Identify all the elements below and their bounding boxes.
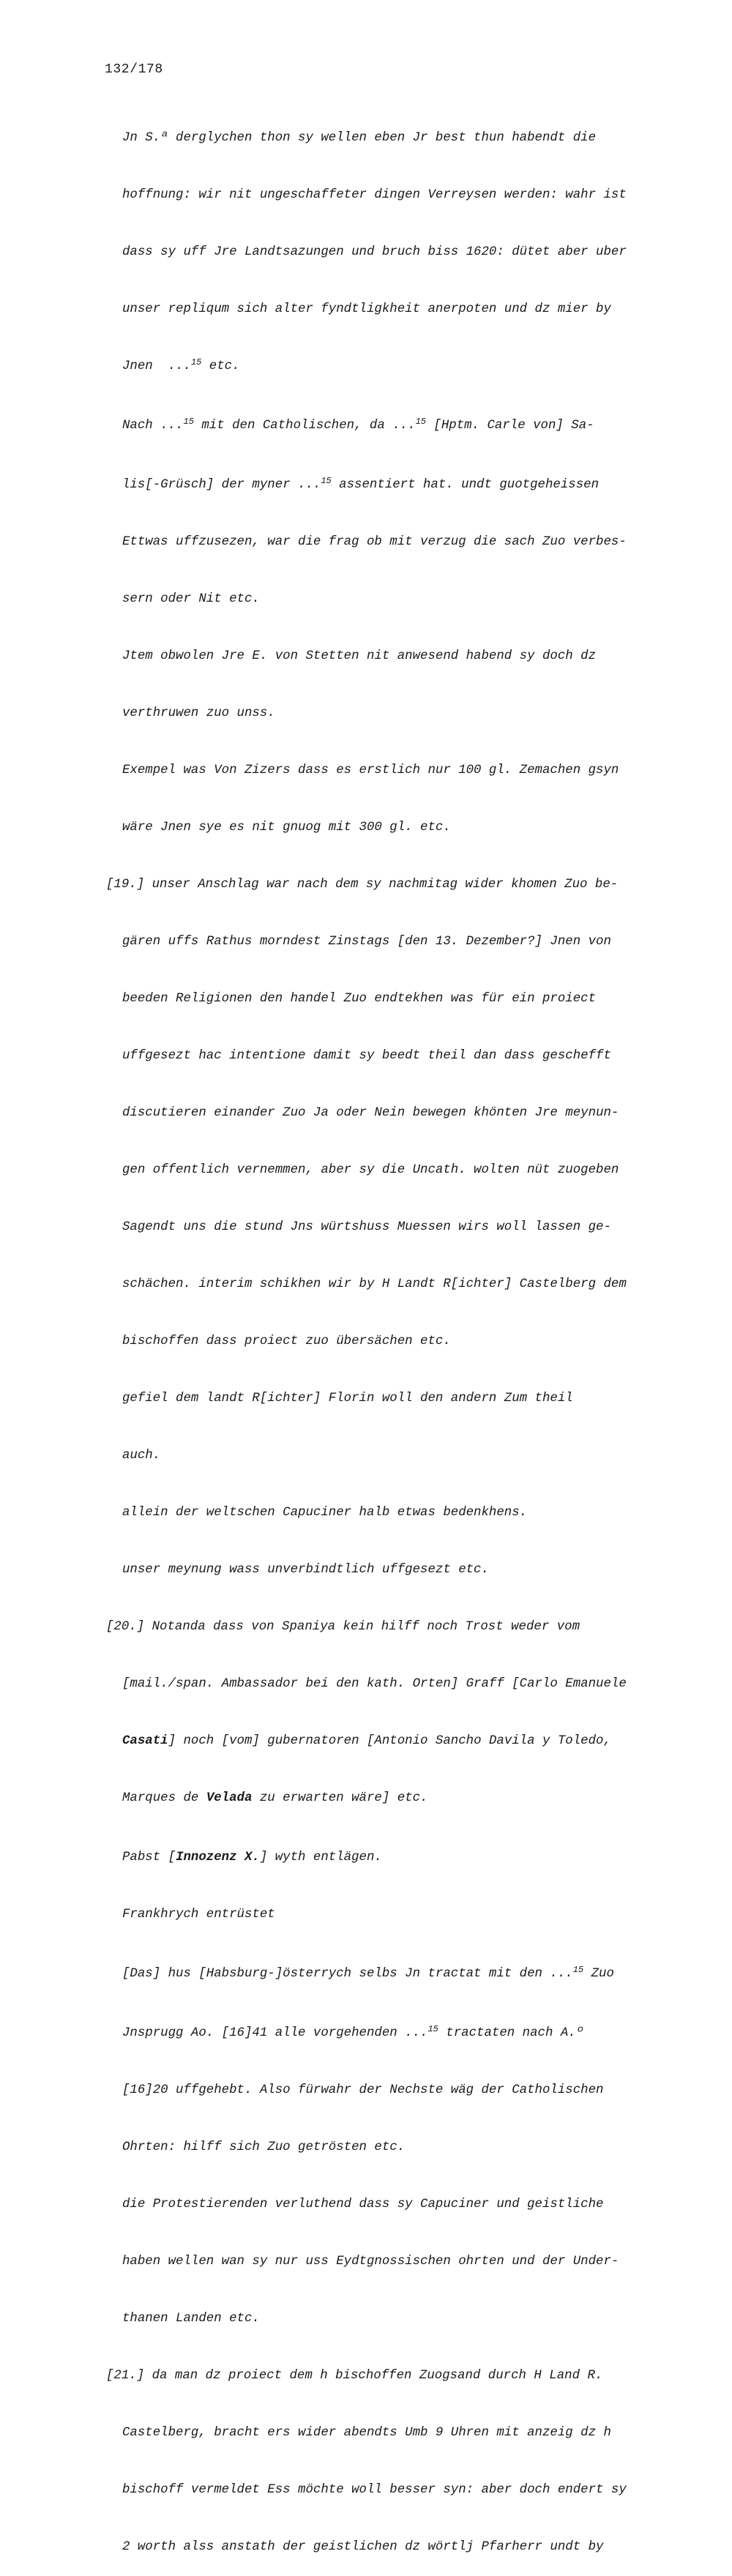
text-line: verthruwen zuo unss.: [122, 706, 275, 720]
text-line: Ohrten: hilff sich Zuo getrösten etc.: [122, 2140, 406, 2154]
text-line: Ettwas uffzusezen, war die frag ob mit verzug die sach Zuo verbes-: [122, 535, 627, 549]
text-line: 2 worth alss anstath der geistlichen dz wörtlj Pfarherr undt by: [122, 2540, 604, 2554]
bold-name: Casati: [122, 1734, 168, 1748]
text-line: Jn S.ª derglychen thon sy wellen eben Jr best thun habendt die: [122, 131, 597, 145]
text-line: schächen. interim schikhen wir by H Landt R[ichter] Castelberg dem: [122, 1277, 627, 1291]
footnote-ref: 15: [190, 357, 202, 367]
footnote-ref: 15: [572, 1965, 584, 1975]
text-line: lis[-Grüsch] der myner ...$^{15}$ assentiert hat. undt guotgeheissen: [122, 476, 600, 492]
text-line: haben wellen wan sy nur uss Eydtgnossischen ohrten und der Under-: [122, 2255, 619, 2269]
footnote-ref: 15: [321, 476, 332, 486]
text-line: auch.: [122, 1449, 161, 1463]
text-line: hoffnung: wir nit ungeschaffeter dingen Verreysen werden: wahr ist: [122, 188, 627, 202]
text-line: bischoff vermeldet Ess möchte woll besser syn: aber doch endert sy: [122, 2483, 627, 2497]
text-line: allein der weltschen Capuciner halb etwas bedenkhens.: [122, 1506, 528, 1520]
footnote-ref: 15: [415, 417, 426, 427]
text-line: unser repliqum sich alter fyndtligkheit anerpoten und dz mier by: [122, 302, 611, 316]
text-line: Exempel was Von Zizers dass es erstlich nur 100 gl. Zemachen gsyn: [122, 764, 619, 777]
text-line: bischoffen dass proiect zuo übersächen etc.: [122, 1334, 451, 1348]
text-line: Castelberg, bracht ers wider abendts Umb 9 Uhren mit anzeig dz h: [122, 2426, 611, 2440]
text-line: discutieren einander Zuo Ja oder Nein bewegen khönten Jre meynun-: [122, 1106, 619, 1120]
text-line: [16]20 uffgehebt. Also fürwahr der Nechste wäg der Catholischen: [122, 2083, 604, 2097]
text-line: Jnen ...$^{15}$ etc.: [122, 357, 240, 373]
document-body: [106, 91, 670, 2576]
text-line: [mail./span. Ambassador bei den kath. Orten] Graff [Carlo Emanuele: [122, 1677, 627, 1691]
text-line: Casati] noch [vom] gubernatoren [Antonio Sancho Davila y Toledo,: [122, 1734, 611, 1748]
text-line: dass sy uff Jre Landtsazungen und bruch biss 1620: dütet aber uber: [122, 245, 627, 259]
text-line: Pabst [Innozenz X.] wyth entlägen.: [122, 1851, 382, 1864]
text-line: Jnsprugg Ao. [16]41 alle vorgehenden ...$^{15}$ tractaten nach A.º: [122, 2024, 584, 2040]
text-line: Jtem obwolen Jre E. von Stetten nit anwesend habend sy doch dz: [122, 649, 597, 663]
text-line: beeden Religionen den handel Zuo endtekhen was für ein proiect: [122, 992, 597, 1006]
text-line: [21.] da man dz proiect dem h bischoffen Zuogsand durch H Land R.: [106, 2369, 603, 2383]
bold-name: Innozenz X.: [176, 1851, 260, 1864]
text-line: gen offentlich vernemmen, aber sy die Uncath. wolten nüt zuogeben: [122, 1163, 619, 1177]
bold-name: Velada: [206, 1791, 253, 1805]
text-line: [Das] hus [Habsburg-]österrych selbs Jn tractat mit den ...$^{15}$ Zuo: [122, 1965, 614, 1981]
text-line: Nach ...$^{15}$ mit den Catholischen, da ...$^{15}$ [Hptm. Carle von] Sa-: [122, 417, 594, 433]
text-line: Sagendt uns die stund Jns würtshuss Muessen wirs woll lassen ge-: [122, 1220, 611, 1234]
text-line: uffgesezt hac intentione damit sy beedt theil dan dass geschefft: [122, 1049, 611, 1063]
text-line: Frankhrych entrüstet: [122, 1908, 275, 1922]
footnote-ref: 15: [427, 2024, 438, 2034]
text-line: unser meynung wass unverbindtlich uffgesezt etc.: [122, 1563, 489, 1577]
page-number: 132/178: [105, 62, 163, 77]
text-line: Marques de Velada zu erwarten wäre] etc.: [122, 1791, 428, 1805]
text-line: wäre Jnen sye es nit gnuog mit 300 gl. etc.: [122, 821, 451, 835]
text-line: die Protestierenden verluthend dass sy Capuciner und geistliche: [122, 2198, 604, 2211]
text-line: gefiel dem landt R[ichter] Florin woll den andern Zum theil: [122, 1392, 573, 1405]
text-line: gären uffs Rathus morndest Zinstags [den 13. Dezember?] Jnen von: [122, 935, 611, 949]
text-line: [19.] unser Anschlag war nach dem sy nachmitag wider khomen Zuo be-: [106, 878, 619, 892]
text-line: [20.] Notanda dass von Spaniya kein hilff noch Trost weder vom: [106, 1620, 580, 1634]
text-line: thanen Landen etc.: [122, 2312, 260, 2326]
footnote-ref: 15: [183, 417, 194, 427]
text-line: sern oder Nit etc.: [122, 592, 260, 606]
